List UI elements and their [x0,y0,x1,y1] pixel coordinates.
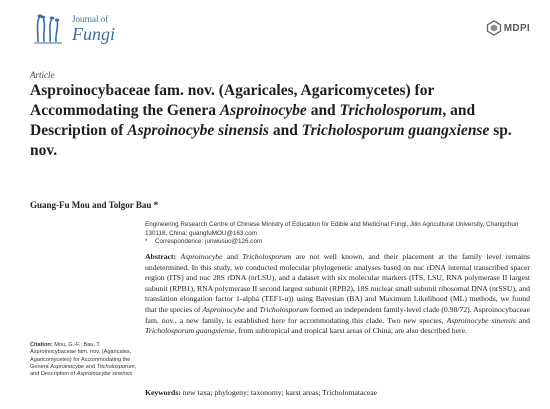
abstract-species: Tricholosporum guangxiense [145,326,235,336]
title-text: and [268,122,302,139]
title-text: Asproinocybaceae fam. nov. (Agaricales, Agaricomycetes) for Accommodating the Genera [30,82,435,119]
citation-text: and [84,363,97,370]
correspondence-text: Correspondence: junwusuo@126.com [155,238,263,245]
abstract-block [145,252,530,337]
title-text: and [306,102,340,119]
journal-title [72,15,115,43]
abstract-text: and [222,252,243,261]
publisher-name: MDPI [503,22,530,34]
fungi-journal-emblem-icon [30,12,68,46]
citation-label: Citation: [30,342,53,348]
abstract-species: Asproinocybe sinensis [446,315,516,325]
affiliation-text: Engineering Research Centre of Chinese Ministry of Education for Edible and Medicinal Fungi, Jilin Agricultural University, Changchun 130118, China; guangfuMOU@163.com [145,221,519,237]
keywords-line [145,388,377,397]
citation-block [30,342,138,378]
journal-logo[interactable] [30,12,115,46]
abstract-genus: Asproinocybe [202,304,245,314]
mdpi-logo-icon [486,20,502,36]
citation-genus: Tricholosporum [96,363,135,370]
publisher-logo[interactable] [486,20,530,36]
citation-text: , and Description of [30,363,137,378]
correspondence-line [145,238,525,247]
abstract-genus: Tricholosporum [242,252,292,261]
abstract-text: formed an independent family-level clade (0.98/72). Asproinocybaceae fam. nov., a new family, is established here for accommodating this clade. Two new species, [145,304,530,325]
article-title [30,81,530,161]
article-type-label: Article [30,70,55,80]
keywords-text: new taxa; phylogeny; taxonomy; karst areas; Tricholomataceae [182,388,378,397]
abstract-text: are not well known, and their placement at the family level remains undetermined. In this study, we conducted molecular phylogenetic analyses based on nuc rDNA internal transcribed spacer region (ITS) and nuc 28S rDNA (nrLSU), and a dataset with six molecular markers (ITS, LSU, RNA polymerase II largest subunit (RPB1), RNA polymerase II second largest subunit (RPB2), 18S nuclear small subunit ribosomal DNA (nrSSU), and translation elongation factor 1-alpha (TEF1-α)) using Bayesian (BA) and Maximum Likelihood (ML) methods, we found that the species of [145,252,530,314]
abstract-text: and [244,304,260,314]
citation-species: Asproinocybe sinensis [76,371,133,378]
abstract-text: , from subtropical and tropical karst areas of China, are also described here. [234,326,467,336]
title-species: Tricholosporum guangxiense [301,122,490,139]
abstract-label: Abstract: [145,252,177,261]
author-list: Guang-Fu Mou and Tolgor Bau * [30,200,159,210]
abstract-genus: Tricholosporum [259,304,309,314]
title-species: Asproinocybe sinensis [127,122,269,139]
title-text: , and Description of [30,102,476,139]
journal-name: Fungi [72,24,115,44]
correspondence-star: * [145,238,148,245]
abstract-text: and [515,315,530,325]
title-genus: Tricholosporum [339,102,443,119]
citation-genus: Asproinocybe [50,363,85,370]
abstract-genus: Asproinocybe [180,252,223,261]
journal-of-label: Journal of [72,14,109,24]
keywords-label: Keywords: [145,388,181,397]
citation-text: Mou, G.-F.; Bau, T. Asproinocybaceae fam. nov. (Agaricales, Agaricomycetes) for Accommodating the Genera [30,342,132,370]
affiliation-block [145,221,525,247]
title-text: sp. nov. [30,122,512,159]
title-genus: Asproinocybe [219,102,307,119]
